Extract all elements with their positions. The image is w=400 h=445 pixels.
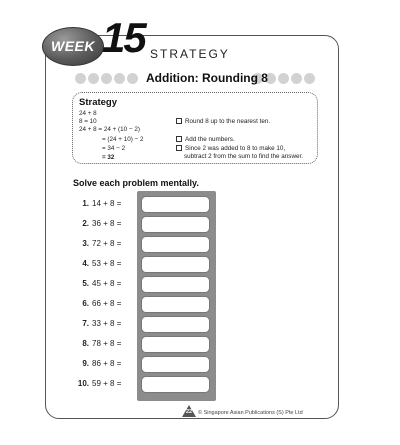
decorative-dot	[127, 73, 138, 84]
strategy-heading: Strategy	[79, 97, 118, 108]
problem-expression: 86 + 8 =	[92, 359, 122, 368]
decorative-dot	[101, 73, 112, 84]
checkbox-icon	[176, 145, 182, 151]
strategy-answer: = 32	[102, 154, 115, 161]
decorative-dot	[278, 73, 289, 84]
problem-number: 8.	[82, 339, 89, 348]
problem-10	[73, 379, 121, 388]
answer-box-6[interactable]	[141, 296, 210, 313]
problem-1	[73, 199, 121, 208]
strategy-step: 24 + 8 = 24 + (10 − 2)	[79, 126, 140, 133]
copyright-notice: © Singapore Asian Publications (S) Pte Ltd	[198, 410, 303, 416]
problem-number: 1.	[82, 199, 89, 208]
problem-5	[73, 279, 121, 288]
answer-box-10[interactable]	[141, 376, 210, 393]
decorative-dot	[291, 73, 302, 84]
problem-4	[73, 259, 121, 268]
answer-box-8[interactable]	[141, 336, 210, 353]
problem-expression: 66 + 8 =	[92, 299, 122, 308]
week-badge	[42, 27, 104, 66]
instruction: Solve each problem mentally.	[73, 178, 199, 188]
week-label: WEEK	[51, 38, 95, 54]
decorative-dot	[75, 73, 86, 84]
title-dots-left	[75, 73, 138, 84]
decorative-dot	[88, 73, 99, 84]
problem-expression: 14 + 8 =	[92, 199, 122, 208]
answer-box-1[interactable]	[141, 196, 210, 213]
problem-number: 3.	[82, 239, 89, 248]
strategy-note	[176, 136, 235, 143]
problem-2	[73, 219, 121, 228]
page-number: 22	[185, 409, 193, 415]
problem-expression: 36 + 8 =	[92, 219, 122, 228]
note-text: Add the numbers.	[185, 136, 235, 143]
problem-number: 10.	[77, 379, 89, 388]
section-title: STRATEGY	[150, 47, 230, 61]
answer-box-4[interactable]	[141, 256, 210, 273]
problem-9	[73, 359, 121, 368]
problem-number: 7.	[82, 319, 89, 328]
answer-box-7[interactable]	[141, 316, 210, 333]
checkbox-icon	[176, 118, 182, 124]
answer-box-5[interactable]	[141, 276, 210, 293]
problem-expression: 78 + 8 =	[92, 339, 122, 348]
problem-expression: 53 + 8 =	[92, 259, 122, 268]
strategy-note-continued: subtract 2 from the sum to find the answer.	[184, 153, 303, 160]
strategy-step: 8 = 10	[79, 118, 97, 125]
strategy-note	[176, 145, 285, 152]
problem-expression: 72 + 8 =	[92, 239, 122, 248]
strategy-step: = 34 − 2	[102, 145, 126, 152]
answer-box-3[interactable]	[141, 236, 210, 253]
week-number: 15	[102, 14, 145, 61]
answer-box-9[interactable]	[141, 356, 210, 373]
problem-3	[73, 239, 121, 248]
problem-number: 9.	[82, 359, 89, 368]
strategy-step: 24 + 8	[79, 110, 97, 117]
strategy-step: = (24 + 10) − 2	[102, 136, 144, 143]
problem-expression: 59 + 8 =	[92, 379, 122, 388]
problem-number: 5.	[82, 279, 89, 288]
note-text: Since 2 was added to 8 to make 10,	[185, 145, 286, 152]
problem-expression: 33 + 8 =	[92, 319, 122, 328]
decorative-dot	[304, 73, 315, 84]
problem-8	[73, 339, 121, 348]
problem-expression: 45 + 8 =	[92, 279, 122, 288]
problem-7	[73, 319, 121, 328]
problem-number: 4.	[82, 259, 89, 268]
problem-number: 2.	[82, 219, 89, 228]
problem-6	[73, 299, 121, 308]
answer-box-2[interactable]	[141, 216, 210, 233]
lesson-title: Addition: Rounding 8	[146, 71, 268, 85]
decorative-dot	[114, 73, 125, 84]
strategy-note	[176, 118, 270, 125]
note-text: Round 8 up to the nearest ten.	[185, 118, 271, 125]
checkbox-icon	[176, 136, 182, 142]
problem-number: 6.	[82, 299, 89, 308]
